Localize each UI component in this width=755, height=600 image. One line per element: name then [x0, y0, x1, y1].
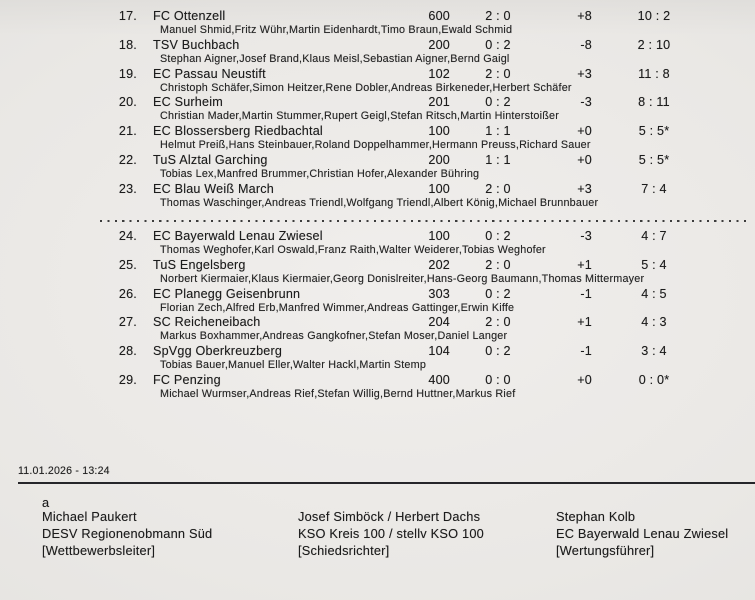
rank-cell: 25.: [118, 257, 137, 272]
players-cell: Stephan Aigner,Josef Brand,Klaus Meisl,Sebastian Aigner,Bernd Gaigl: [160, 52, 510, 65]
ratio-cell: 7 : 4: [641, 181, 667, 196]
diff-cell: +1: [577, 257, 592, 272]
rank-cell: 27.: [118, 315, 137, 330]
signatory-line: [Wertungsführer]: [556, 542, 655, 558]
count-cell: 100: [428, 124, 450, 138]
diff-cell: -1: [580, 344, 592, 358]
diff-cell: -8: [580, 37, 592, 52]
standings-row-main: [0, 315, 755, 330]
team-name-cell: FC Penzing: [153, 372, 221, 387]
rank-cell: 20.: [118, 95, 137, 110]
players-cell: Thomas Weghofer,Karl Oswald,Franz Raith,Walter Weiderer,Tobias Weghofer: [160, 244, 546, 256]
diff-cell: +3: [577, 181, 592, 196]
players-cell: Helmut Preiß,Hans Steinbauer,Roland Doppelhammer,Hermann Preuss,Richard Sauer: [160, 139, 591, 151]
players-cell: Tobias Lex,Manfred Brummer,Christian Hofer,Alexander Bühring: [160, 167, 480, 180]
count-cell: 303: [428, 286, 450, 301]
ratio-cell: 3 : 4: [641, 344, 667, 358]
signatory-line: Josef Simböck / Herbert Dachs: [298, 509, 481, 524]
signatory-column: [298, 509, 484, 559]
signatory-line: KSO Kreis 100 / stellv KSO 100: [298, 525, 484, 541]
ratio-cell: 5 : 4: [641, 257, 667, 272]
standings-row-main: [0, 229, 755, 244]
print-timestamp: 11.01.2026 - 13:24: [18, 465, 110, 477]
footer-rule: [18, 482, 755, 484]
diff-cell: -1: [580, 286, 592, 301]
team-name-cell: EC Surheim: [153, 95, 223, 110]
dotted-separator: [100, 220, 748, 222]
score-cell: 0 : 2: [485, 344, 511, 358]
score-cell: 1 : 1: [485, 152, 511, 167]
signatory-line: [Wettbewerbsleiter]: [42, 542, 156, 558]
diff-cell: +8: [577, 9, 592, 23]
count-cell: 200: [428, 152, 450, 167]
standings-row: [0, 287, 755, 316]
team-name-cell: EC Blau Weiß March: [153, 181, 274, 196]
team-name-cell: SC Reicheneibach: [153, 315, 261, 330]
players-cell: Norbert Kiermaier,Klaus Kiermaier,Georg Donislreiter,Hans-Georg Baumann,Thomas Mittermayer: [160, 272, 645, 285]
count-cell: 400: [428, 372, 450, 387]
team-name-cell: TuS Engelsberg: [153, 257, 246, 272]
standings-row-main: [0, 182, 755, 197]
count-cell: 100: [428, 181, 450, 196]
rank-cell: 21.: [118, 124, 137, 138]
ratio-cell: 5 : 5*: [638, 124, 670, 138]
count-cell: 600: [428, 9, 450, 23]
rank-cell: 18.: [118, 37, 137, 52]
standings-row-main: [0, 95, 755, 110]
count-cell: 202: [428, 257, 450, 272]
signatory-line: Stephan Kolb: [556, 509, 636, 524]
players-cell: Manuel Shmid,Fritz Wühr,Martin Eidenhardt,Timo Braun,Ewald Schmid: [160, 24, 513, 36]
standings-row: [0, 182, 755, 211]
signatory-column: [42, 509, 212, 559]
ratio-cell: 4 : 3: [641, 315, 667, 330]
rank-cell: 28.: [118, 344, 137, 358]
ratio-cell: 0 : 0*: [638, 372, 670, 387]
count-cell: 200: [428, 37, 450, 52]
rank-cell: 19.: [118, 66, 137, 81]
diff-cell: -3: [580, 95, 592, 110]
players-cell: Markus Boxhammer,Andreas Gangkofner,Stefan Moser,Daniel Langer: [160, 330, 508, 343]
standings-row-main: [0, 67, 755, 82]
players-cell: Christoph Schäfer,Simon Heitzer,Rene Dobler,Andreas Birkeneder,Herbert Schäfer: [160, 81, 572, 94]
team-name-cell: EC Bayerwald Lenau Zwiesel: [153, 229, 323, 243]
standings-row-main: [0, 124, 755, 139]
players-cell: Christian Mader,Martin Stummer,Rupert Geigl,Stefan Ritsch,Martin Hinterstoißer: [160, 110, 560, 123]
standings-row: [0, 344, 755, 373]
team-name-cell: TSV Buchbach: [153, 37, 240, 52]
standings-row: [0, 153, 755, 182]
ratio-cell: 10 : 2: [637, 9, 671, 23]
rank-cell: 29.: [118, 372, 137, 387]
score-cell: 0 : 0: [485, 372, 511, 387]
score-cell: 0 : 2: [485, 37, 511, 52]
signatory-line: EC Bayerwald Lenau Zwiesel: [556, 525, 729, 541]
standings-row-main: [0, 373, 755, 388]
count-cell: 204: [428, 315, 450, 330]
players-cell: Florian Zech,Alfred Erb,Manfred Wimmer,Andreas Gattinger,Erwin Kiffe: [160, 301, 515, 314]
score-cell: 2 : 0: [485, 257, 511, 272]
standings-row-main: [0, 287, 755, 302]
ratio-cell: 8 : 11: [638, 95, 670, 110]
signatory-line: [Schiedsrichter]: [298, 542, 390, 558]
score-cell: 0 : 2: [485, 229, 511, 243]
ratio-cell: 4 : 5: [641, 286, 667, 301]
ratio-cell: 5 : 5*: [638, 152, 670, 167]
score-cell: 2 : 0: [485, 66, 511, 81]
standings-row: [0, 67, 755, 96]
rank-cell: 22.: [118, 152, 137, 167]
signatory-line: Michael Paukert: [42, 509, 137, 524]
count-cell: 100: [428, 229, 450, 243]
ratio-cell: 2 : 10: [637, 37, 671, 52]
players-cell: Tobias Bauer,Manuel Eller,Walter Hackl,Martin Stemp: [160, 359, 427, 371]
signatory-line: DESV Regionenobmann Süd: [42, 525, 213, 541]
standings-row: [0, 124, 755, 153]
standings-row-main: [0, 344, 755, 359]
standings-group-2: [0, 229, 755, 402]
team-name-cell: EC Planegg Geisenbrunn: [153, 286, 301, 301]
score-cell: 1 : 1: [485, 124, 511, 138]
standings-row: [0, 258, 755, 287]
diff-cell: +0: [577, 372, 592, 387]
team-name-cell: FC Ottenzell: [153, 9, 226, 23]
footer-note: a: [42, 495, 50, 510]
standings-row-main: [0, 153, 755, 168]
score-cell: 2 : 0: [485, 9, 511, 23]
standings-row-main: [0, 9, 755, 24]
standings-row: [0, 373, 755, 402]
score-cell: 2 : 0: [485, 315, 511, 330]
count-cell: 104: [428, 344, 450, 358]
count-cell: 201: [428, 95, 450, 110]
team-name-cell: EC Blossersberg Riedbachtal: [153, 124, 323, 138]
score-cell: 0 : 2: [485, 286, 511, 301]
count-cell: 102: [428, 66, 450, 81]
ratio-cell: 11 : 8: [638, 66, 670, 81]
diff-cell: -3: [580, 229, 592, 243]
rank-cell: 23.: [118, 181, 137, 196]
team-name-cell: EC Passau Neustift: [153, 66, 266, 81]
diff-cell: +0: [577, 152, 592, 167]
standings-row: [0, 315, 755, 344]
signatory-column: [556, 509, 728, 559]
standings-row-main: [0, 258, 755, 273]
ratio-cell: 4 : 7: [641, 229, 667, 243]
diff-cell: +1: [577, 315, 592, 330]
standings-row-main: [0, 38, 755, 53]
standings-group-1: [0, 9, 755, 210]
rank-cell: 24.: [118, 229, 137, 243]
standings-row: [0, 38, 755, 67]
rank-cell: 26.: [118, 286, 137, 301]
diff-cell: +3: [577, 66, 592, 81]
score-cell: 2 : 0: [485, 181, 511, 196]
players-cell: Thomas Waschinger,Andreas Triendl,Wolfgang Triendl,Albert König,Michael Brunnbauer: [160, 196, 599, 209]
standings-row: [0, 229, 755, 258]
standings-row: [0, 95, 755, 124]
standings-row: [0, 9, 755, 38]
team-name-cell: TuS Alztal Garching: [153, 152, 268, 167]
rank-cell: 17.: [118, 9, 137, 23]
team-name-cell: SpVgg Oberkreuzberg: [153, 344, 283, 358]
diff-cell: +0: [577, 124, 592, 138]
players-cell: Michael Wurmser,Andreas Rief,Stefan Willig,Bernd Huttner,Markus Rief: [160, 387, 516, 400]
score-cell: 0 : 2: [485, 95, 511, 110]
